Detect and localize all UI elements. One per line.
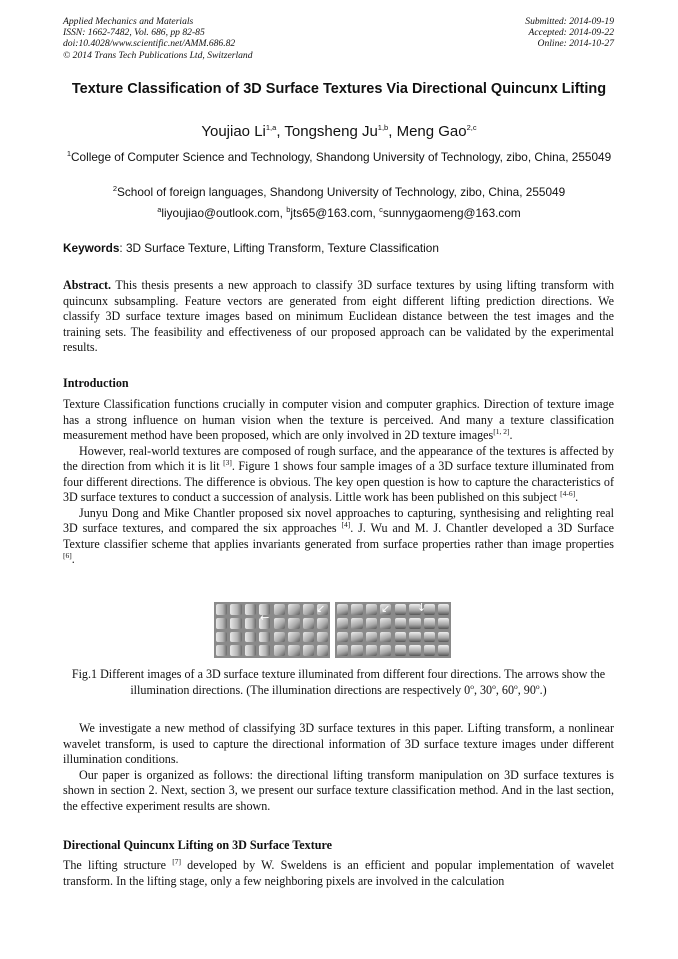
affiliation-text: College of Computer Science and Technology, Shandong University of Technology, zibo, China, 255049 bbox=[71, 150, 612, 164]
introduction-continued bbox=[63, 721, 614, 814]
paragraph-text: developed by W. Sweldens is an efficient and popular implementation of wavelet transform. In the lifting stage, only a few neighboring pixels are involved in the calculation bbox=[63, 858, 614, 888]
citation[interactable]: [4-6] bbox=[560, 488, 576, 498]
caption-text: , 90 bbox=[517, 682, 536, 697]
email-link[interactable]: jts65@163.com bbox=[290, 206, 373, 220]
texture-pair bbox=[214, 602, 330, 658]
degree-sup: o bbox=[470, 681, 474, 691]
texture-image-60deg bbox=[335, 602, 393, 658]
dates-meta bbox=[525, 16, 614, 50]
paragraph-text: However, real-world textures are composed of rough surface, and the appearance of the textures is affected by the direction from which it is lit bbox=[63, 443, 614, 473]
email-list: $^a$liyoujiao@outlook.com, $^b$jts65@163.com, $^c$sunnygaomeng@163.com bbox=[157, 205, 521, 220]
paragraph-text: Junyu Dong and Mike Chantler proposed six novel approaches to capturing, synthesising and relighting real 3D surface textures, and compared the six approaches bbox=[63, 505, 614, 535]
degree-sup: o bbox=[492, 681, 496, 691]
keywords bbox=[63, 241, 439, 255]
author-sup: 1,b bbox=[377, 123, 389, 132]
email-link[interactable]: sunnygaomeng@163.com bbox=[382, 206, 521, 220]
degree-sup: o bbox=[535, 681, 540, 691]
author-name: Meng Gao bbox=[396, 123, 467, 140]
caption-text: .) bbox=[539, 682, 547, 697]
email-sup: c bbox=[379, 205, 383, 215]
affiliation-sup: 1 bbox=[66, 149, 71, 159]
paragraph-text: . bbox=[71, 552, 75, 566]
paragraph-text: . Figure 1 shows four sample images of a 3D surface texture illuminated from four different directions. The difference is obvious. The key open question is how to capture the characteristics of 3D surface textures to conduct a succession of analysis. Little work has been published on this subject bbox=[63, 459, 614, 504]
affiliation-sup: 2 bbox=[112, 184, 117, 194]
texture-image-30deg bbox=[272, 602, 330, 658]
author-name: Tongsheng Ju bbox=[284, 123, 378, 140]
author-name: Youjiao Li bbox=[201, 123, 266, 140]
paragraph bbox=[63, 506, 614, 568]
introduction-body bbox=[63, 397, 614, 568]
journal-meta bbox=[63, 16, 253, 61]
arrow-left-icon: ← bbox=[260, 611, 270, 624]
arrow-down-left-icon: ↙ bbox=[316, 602, 326, 615]
email-sup: a bbox=[157, 205, 162, 215]
abstract-text: This thesis presents a new approach to classify 3D surface textures by using lifting transform with quincunx subsampling. Feature vectors are generated from eight different lifting prediction directions. We classify 3D surface texture images based on minimum Euclidean distance between the test images and the training sets. The feasibility and effectiveness of our proposed approach can be validated by the experimental results. bbox=[63, 278, 614, 354]
author-sup: 1,a bbox=[265, 123, 277, 132]
paragraph: Our paper is organized as follows: the directional lifting transform manipulation on 3D surface textures is shown in section 2. Next, section 3, we present our surface texture classification method. And in the last section, the effective experiment results are shown. bbox=[63, 767, 614, 813]
section-heading-directional-lifting: Directional Quincunx Lifting on 3D Surface Texture bbox=[63, 838, 332, 852]
directional-lifting-body bbox=[63, 858, 614, 889]
affiliation-1 bbox=[63, 150, 615, 165]
accepted-date: Accepted: 2014-09-22 bbox=[528, 27, 614, 39]
author-sup: 2,c bbox=[466, 123, 477, 132]
online-date: Online: 2014-10-27 bbox=[537, 38, 614, 50]
figure-1-images bbox=[214, 602, 451, 658]
abstract bbox=[63, 278, 614, 356]
citation[interactable]: [3] bbox=[223, 457, 232, 467]
abstract-label: Abstract. bbox=[63, 278, 112, 292]
paper-title: Texture Classification of 3D Surface Textures Via Directional Quincunx Lifting bbox=[71, 81, 607, 97]
citation[interactable]: [6] bbox=[63, 550, 72, 560]
texture-pair bbox=[335, 602, 451, 658]
affiliation-2 bbox=[63, 185, 615, 200]
citation[interactable]: [4] bbox=[341, 519, 351, 529]
texture-image-90deg bbox=[393, 602, 451, 658]
paragraph bbox=[63, 397, 614, 444]
paragraph-text: . bbox=[509, 428, 513, 442]
arrow-down-icon: ↓ bbox=[417, 602, 427, 614]
degree-sup: o bbox=[513, 681, 518, 691]
section-heading-introduction: Introduction bbox=[63, 376, 129, 390]
issn-line: ISSN: 1662-7482, Vol. 686, pp 82-85 bbox=[63, 27, 205, 39]
citation[interactable]: [1, 2] bbox=[493, 426, 510, 436]
paragraph: We investigate a new method of classifying 3D surface textures in this paper. Lifting transform, a nonlinear wavelet transform, is used to capture the directional information of 3D surface texture images under different illumination conditions. bbox=[63, 721, 614, 766]
texture-image-0deg bbox=[214, 602, 272, 658]
keywords-text: : 3D Surface Texture, Lifting Transform, Texture Classification bbox=[119, 241, 439, 255]
email-link[interactable]: liyoujiao@outlook.com bbox=[161, 206, 280, 220]
keywords-label: Keywords bbox=[63, 241, 120, 255]
paragraph-text: The lifting structure bbox=[63, 858, 173, 872]
copyright-line: © 2014 Trans Tech Publications Ltd, Switzerland bbox=[63, 49, 253, 61]
caption-text: , 60 bbox=[495, 682, 514, 697]
caption-text: , 30 bbox=[473, 682, 493, 697]
journal-name: Applied Mechanics and Materials bbox=[63, 16, 194, 27]
affiliation-text: School of foreign languages, Shandong University of Technology, zibo, China, 255049 bbox=[117, 185, 566, 199]
arrow-down-left-icon: ↙ bbox=[381, 602, 391, 615]
figure-1-caption bbox=[63, 667, 614, 698]
paragraph-text: . J. Wu and M. J. Chantler developed a 3D Surface Texture classifier scheme that applies invariants generated from surface properties rather than image properties bbox=[63, 521, 614, 551]
email-sup: b bbox=[286, 205, 291, 215]
paragraph-text: . bbox=[575, 490, 579, 504]
author-list: Youjiao Li$^{1,a}$, Tongsheng Ju$^{1,b}$, Meng Gao$^{2,c}$ bbox=[201, 123, 477, 140]
paragraph-text: Texture Classification functions crucially in computer vision and computer graphics. Direction of texture image has a strong influence on human vision when the texture is perceived. And many a texture classification measurement method have been proposed, which are only involved in 2D texture images bbox=[63, 397, 614, 442]
doi-line: doi:10.4028/www.scientific.net/AMM.686.82 bbox=[63, 38, 236, 50]
paragraph bbox=[63, 444, 614, 506]
submitted-date: Submitted: 2014-09-19 bbox=[525, 16, 614, 27]
caption-text: Fig.1 Different images of a 3D surface texture illuminated from different four directions. The arrows show the illumination directions. (The illumination directions are respectively 0 bbox=[71, 667, 606, 697]
citation[interactable]: [7] bbox=[172, 856, 181, 866]
